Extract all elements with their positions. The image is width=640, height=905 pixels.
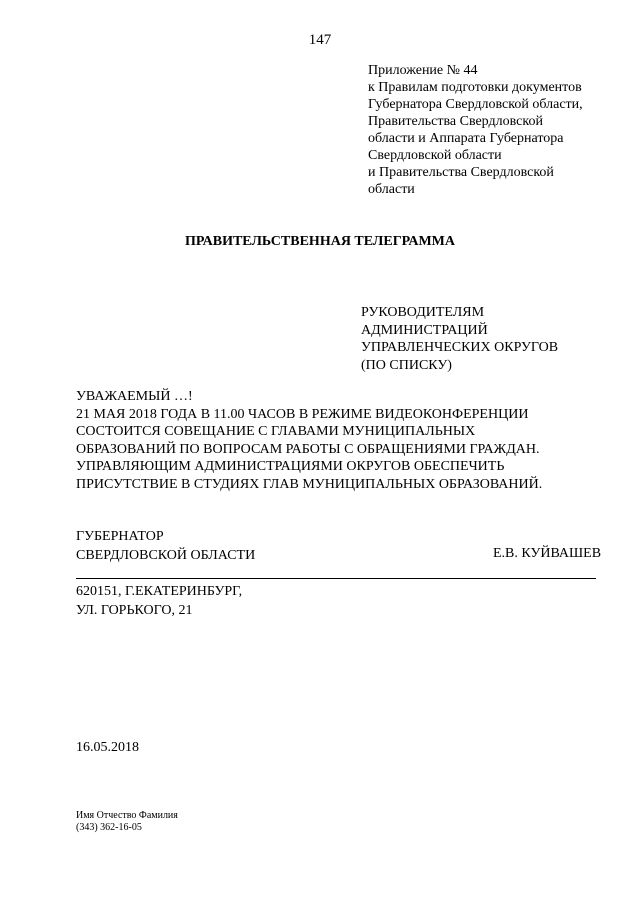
addressee-line: УПРАВЛЕНЧЕСКИХ ОКРУГОВ (361, 340, 559, 355)
body-line: 21 МАЯ 2018 ГОДА В 11.00 ЧАСОВ В РЕЖИМЕ ВИДЕОКОНФЕРЕНЦИИ (76, 406, 529, 422)
contact-block (76, 810, 178, 834)
addressee-line: АДМИНИСТРАЦИЙ (361, 322, 488, 338)
body-line: ОБРАЗОВАНИЙ ПО ВОПРОСАМ РАБОТЫ С ОБРАЩЕНИЯМИ ГРАЖДАН. (76, 441, 540, 457)
appendix-line: Приложение № 44 (368, 63, 478, 78)
address-block (76, 582, 242, 620)
body-line: УВАЖАЕМЫЙ …! (76, 389, 193, 404)
body-line: СОСТОИТСЯ СОВЕЩАНИЕ С ГЛАВАМИ МУНИЦИПАЛЬНЫХ (76, 424, 476, 439)
document-date: 16.05.2018 (76, 740, 139, 755)
contact-phone: (343) 362-16-05 (76, 822, 142, 833)
body-line: ПРИСУТСТВИЕ В СТУДИЯХ ГЛАВ МУНИЦИПАЛЬНЫХ ОБРАЗОВАНИЙ. (76, 476, 543, 492)
appendix-line: Свердловской области (368, 148, 502, 163)
signature-position-line: СВЕРДЛОВСКОЙ ОБЛАСТИ (76, 548, 256, 563)
appendix-line: Правительства Свердловской (368, 114, 543, 129)
appendix-line: к Правилам подготовки документов (368, 80, 582, 95)
appendix-line: и Правительства Свердловской (368, 165, 554, 180)
address-line: 620151, Г.ЕКАТЕРИНБУРГ, (76, 584, 243, 599)
signature-position (76, 527, 255, 565)
body-line: УПРАВЛЯЮЩИМ АДМИНИСТРАЦИЯМИ ОКРУГОВ ОБЕСПЕЧИТЬ (76, 459, 505, 474)
addressee-line: РУКОВОДИТЕЛЯМ (361, 305, 485, 320)
appendix-line: области (368, 182, 415, 197)
page-number: 147 (308, 32, 332, 48)
signature-position-line: ГУБЕРНАТОР (76, 529, 164, 544)
addressee-block (361, 304, 558, 374)
appendix-line: области и Аппарата Губернатора (368, 131, 564, 146)
contact-name: Имя Отчество Фамилия (76, 810, 178, 821)
document-title: ПРАВИТЕЛЬСТВЕННАЯ ТЕЛЕГРАММА (184, 234, 456, 249)
telegram-body (76, 388, 542, 493)
separator-line (76, 578, 596, 579)
appendix-block (368, 62, 583, 198)
address-line: УЛ. ГОРЬКОГО, 21 (76, 603, 193, 618)
appendix-line: Губернатора Свердловской области, (368, 97, 583, 112)
addressee-line: (ПО СПИСКУ) (361, 357, 452, 373)
signer-name: Е.В. КУЙВАШЕВ (493, 546, 602, 561)
